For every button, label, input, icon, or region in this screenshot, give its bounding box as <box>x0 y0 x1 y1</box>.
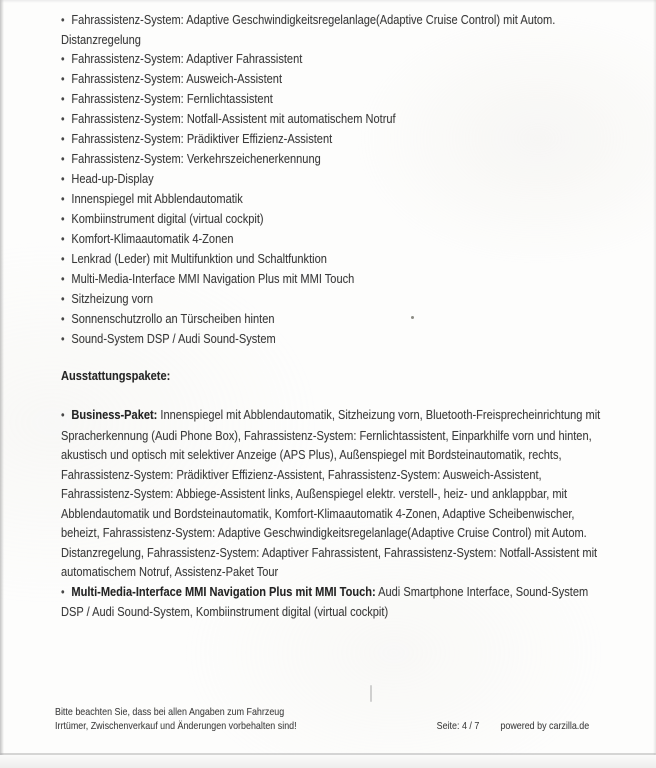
footer-notice-line2: Irrtümer, Zwischenverkauf und Änderungen vorbehalten sind! <box>55 720 297 732</box>
equipment-item <box>61 289 614 309</box>
equipment-item <box>61 269 614 289</box>
document-content <box>61 10 614 622</box>
page-footer <box>55 705 656 733</box>
bullet-icon: • <box>61 72 65 86</box>
powered-by-label: powered by carzilla.de <box>500 720 590 732</box>
equipment-item <box>61 189 614 209</box>
equipment-item-text: Multi-Media-Interface MMI Navigation Plus mit MMI Touch <box>71 271 355 286</box>
package-name: Multi-Media-Interface MMI Navigation Plus mit MMI Touch: <box>71 583 376 599</box>
equipment-item <box>61 109 614 129</box>
bullet-icon: • <box>61 112 65 126</box>
bullet-icon: • <box>61 212 65 226</box>
equipment-item-text: Fahrassistenz-System: Fernlichtassistent <box>71 91 273 106</box>
equipment-item-text: Komfort-Klimaautomatik 4-Zonen <box>71 231 234 246</box>
package-item <box>61 582 614 622</box>
equipment-item <box>61 10 614 49</box>
bullet-icon: • <box>61 92 65 106</box>
equipment-item-text: Fahrassistenz-System: Ausweich-Assistent <box>71 71 283 86</box>
bullet-icon: • <box>61 272 65 286</box>
scan-bottom-band <box>0 755 656 768</box>
bullet-icon: • <box>61 292 65 306</box>
bullet-icon: • <box>61 152 65 166</box>
equipment-item <box>61 209 614 229</box>
equipment-item <box>61 309 614 329</box>
equipment-item <box>61 69 614 89</box>
equipment-item <box>61 149 614 169</box>
bullet-icon: • <box>61 584 65 599</box>
equipment-item-text: Fahrassistenz-System: Prädiktiver Effizienz-Assistent <box>71 131 333 146</box>
scan-edge-top <box>0 0 656 3</box>
equipment-item <box>61 229 614 249</box>
equipment-item <box>61 329 614 349</box>
equipment-item <box>61 89 614 109</box>
equipment-item <box>61 169 614 189</box>
equipment-list <box>61 10 614 349</box>
scratch-mark <box>370 685 372 702</box>
scan-edge-left <box>0 0 4 768</box>
package-description: Innenspiegel mit Abblendautomatik, Sitzheizung vorn, Bluetooth-Freisprecheinrichtung mit Spracherkennung (Audi Phone Box), Fahrassistenz-System: Fernlichtassistent, Einparkhilfe vorn und hinten, akustisch und optisch mit selektiver Anzeige (APS Plus), Außenspiegel mit Bordsteinautomatik, rechts, Fahrassistenz-System: Prädiktiver Effizienz-Assistent, Fahrassistenz-System: Ausweich-Assistent, Fahrassistenz-System: Abbiege-Assistent links, Außenspiegel elektr. verstell-, heiz- und anklappbar, mit Abblendautomatik und Bordsteinautomatik, Komfort-Klimaautomatik 4-Zonen, Adaptive Scheibenwischer, beheizt, Fahrassistenz-System: Adaptive Geschwindigkeitsregelanlage(Adaptive Cruise Control) mit Autom. Distanzregelung, Fahrassistenz-System: Adaptiver Fahrassistent, Fahrassistenz-System: Notfall-Assistent mit automatischem Notruf, Assistenz-Paket Tour <box>61 407 601 579</box>
bullet-icon: • <box>61 332 65 346</box>
bullet-icon: • <box>61 252 65 266</box>
equipment-item-text: Fahrassistenz-System: Adaptive Geschwindigkeitsregelanlage(Adaptive Cruise Control) mit Autom. Distanzregelung <box>61 12 556 47</box>
page-number-label: Seite: 4 / 7 <box>436 720 480 732</box>
packages-list <box>61 405 614 622</box>
equipment-item-text: Lenkrad (Leder) mit Multifunktion und Schaltfunktion <box>71 251 327 266</box>
bullet-icon: • <box>61 232 65 246</box>
bullet-icon: • <box>61 172 65 186</box>
equipment-item-text: Kombiinstrument digital (virtual cockpit) <box>71 211 264 226</box>
equipment-item <box>61 249 614 269</box>
equipment-item <box>61 129 614 149</box>
package-name: Business-Paket: <box>71 407 158 422</box>
equipment-item-text: Fahrassistenz-System: Verkehrszeichenerkennung <box>71 151 321 166</box>
bullet-icon: • <box>61 312 65 326</box>
equipment-item-text: Head-up-Display <box>71 171 154 186</box>
footer-notice-line1: Bitte beachten Sie, dass bei allen Angaben zum Fahrzeug <box>55 706 285 718</box>
bullet-icon: • <box>61 408 65 422</box>
packages-heading: Ausstattungspakete: <box>61 368 171 383</box>
equipment-item-text: Sonnenschutzrollo an Türscheiben hinten <box>71 311 275 326</box>
equipment-item-text: Sitzheizung vorn <box>71 291 154 306</box>
equipment-item-text: Sound-System DSP / Audi Sound-System <box>71 331 276 346</box>
dust-speck <box>411 316 414 319</box>
package-description: Audi Smartphone Interface, Sound-System DSP / Audi Sound-System, Kombiinstrument digital (virtual cockpit) <box>61 583 589 619</box>
bullet-icon: • <box>61 192 65 206</box>
bullet-icon: • <box>61 13 65 27</box>
equipment-item-text: Fahrassistenz-System: Notfall-Assistent mit automatischem Notruf <box>71 111 396 126</box>
equipment-item-text: Innenspiegel mit Abblendautomatik <box>71 191 243 206</box>
bullet-icon: • <box>61 132 65 146</box>
package-item <box>61 405 614 582</box>
bullet-icon: • <box>61 52 65 66</box>
equipment-item-text: Fahrassistenz-System: Adaptiver Fahrassistent <box>71 51 303 66</box>
equipment-item <box>61 49 614 69</box>
